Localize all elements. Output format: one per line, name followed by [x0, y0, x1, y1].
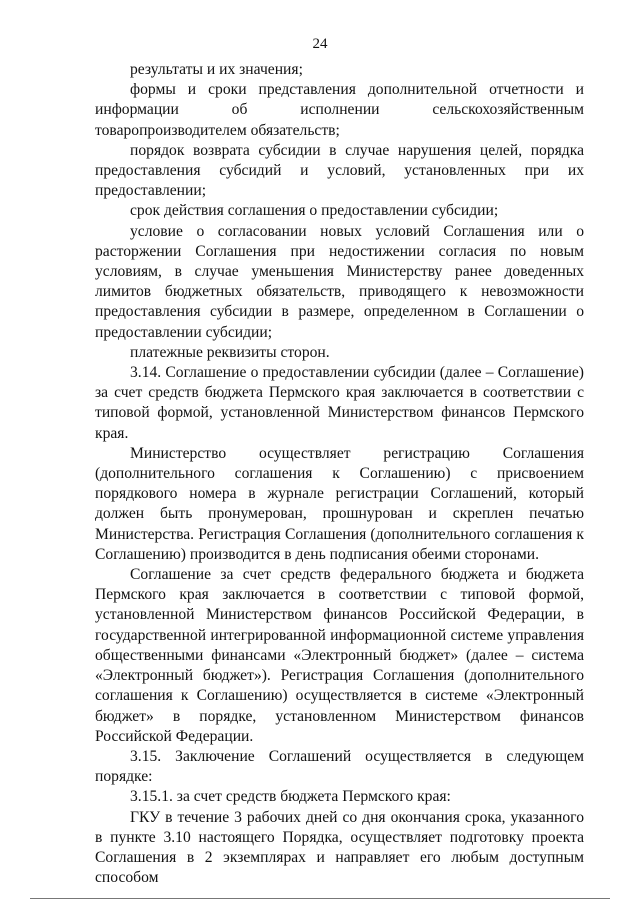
paragraph-3-15-1: 3.15.1. за счет средств бюджета Пермского края: — [130, 788, 451, 806]
paragraph-3-15: 3.15. Заключение Соглашений осуществляется в следующем порядке: — [95, 747, 584, 786]
paragraph-gku-preparation: ГКУ в течение 3 рабочих дней со дня окончания срока, указанного в пункте 3.10 настоящего Порядка, осуществляет подготовку проекта Соглашения в 2 экземплярах и направляет его любым доступным способом — [95, 808, 584, 887]
paragraph-new-conditions: условие о согласовании новых условий Соглашения или о расторжении Соглашения при недостижении согласия по новым условиям, в случае уменьшения Министерству ранее доведенных лимитов бюджетных обязательств, приводящего к невозможности предоставления субсидии в размере, определенном в Соглашении о предоставлении субсидии; — [95, 222, 584, 341]
paragraph-reporting-forms: формы и сроки представления дополнительной отчетности и информации об исполнении сельскохозяйственным товаропроизводителем обязательств; — [95, 81, 584, 139]
page-number: 24 — [312, 36, 328, 52]
page-bottom-divider — [30, 898, 610, 899]
paragraph-agreement-term: срок действия соглашения о предоставлении субсидии; — [130, 202, 499, 220]
paragraph-payment-details: платежные реквизиты сторон. — [130, 343, 330, 361]
paragraph-federal-budget-agreement: Соглашение за счет средств федерального бюджета и бюджета Пермского края заключается в соответствии с типовой формой, установленной Министерством финансов Российской Федерации, в государственной интегрированной информационной системе управления общественными финансами «Электронный бюджет» (далее – система «Электронный бюджет»). Регистрация Соглашения (дополнительного соглашения к Соглашению) осуществляется в системе «Электронный бюджет» в порядке, установленном Министерством финансов Российской Федерации. — [95, 566, 584, 745]
paragraph-results: результаты и их значения; — [130, 61, 303, 78]
paragraph-ministry-registration: Министерство осуществляет регистрацию Соглашения (дополнительного соглашения к Соглашению) с присвоением порядкового номера в журнале регистрации Соглашений, который должен быть пронумерован, прошнурован и скреплен печатью Министерства. Регистрация Соглашения (дополнительного соглашения к Соглашению) производится в день подписания обеими сторонами. — [95, 444, 584, 563]
document-body — [95, 60, 584, 888]
paragraph-refund-procedure: порядок возврата субсидии в случае нарушения целей, порядка предоставления субсидий и условий, установленных при их предоставлении; — [95, 141, 584, 200]
paragraph-3-14: 3.14. Соглашение о предоставлении субсидии (далее – Соглашение) за счет средств бюджета Пермского края заключается в соответствии с типовой формой, установленной Министерством финансов Пермского края. — [95, 364, 584, 442]
